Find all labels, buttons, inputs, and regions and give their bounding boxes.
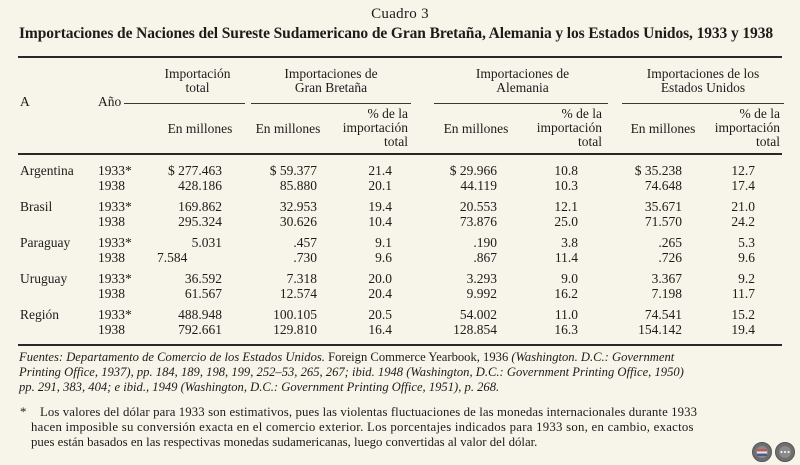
year-cell: 1938 xyxy=(98,250,125,265)
us-millions-cell: 35.671 xyxy=(644,199,682,214)
table-title: Importaciones de Naciones del Sureste Sudamericano de Gran Bretaña, Alemania y los Estados Unidos, 1933 y 1938 xyxy=(19,25,773,42)
group-header-line: Importaciones de xyxy=(475,66,570,81)
group-rule-us xyxy=(622,103,784,104)
subheader-total-millions: En millones xyxy=(167,121,233,136)
us-pct-cell: 19.4 xyxy=(731,322,755,337)
table-bottom-rule xyxy=(18,344,782,346)
us-millions-cell: 71.570 xyxy=(644,214,682,229)
total-millions-cell: $ 277.463 xyxy=(168,163,222,178)
year-cell: 1938 xyxy=(98,214,125,229)
note-line-1: Los valores del dólar para 1933 son estimativos, pues las violentas fluctuaciones de las monedas internacionales durante 1933 xyxy=(40,405,698,419)
us-millions-cell: 74.541 xyxy=(644,307,682,322)
pct-line: % de la xyxy=(561,106,602,121)
gb-pct-cell: 20.0 xyxy=(368,271,392,286)
group-header-line: Gran Bretaña xyxy=(294,80,368,95)
gb-millions-cell: 129.810 xyxy=(273,322,317,337)
gb-pct-cell: 19.4 xyxy=(368,199,392,214)
de-millions-cell: 3.293 xyxy=(466,271,497,286)
total-millions-cell: 61.567 xyxy=(184,286,222,301)
group-header-line: total xyxy=(185,80,210,95)
de-pct-cell: 11.0 xyxy=(554,307,578,322)
year-cell: 1933* xyxy=(98,163,132,178)
note-line-2: hacen imposible su conversión exacta en el comercio exterior. Los porcentajes indicados para 1933 son, en cambio, exactos xyxy=(31,420,694,434)
de-millions-cell: 128.854 xyxy=(453,322,497,337)
de-millions-cell: $ 29.966 xyxy=(449,163,497,178)
group-header-line: Importaciones de los xyxy=(646,66,760,81)
de-millions-cell: 54.002 xyxy=(459,307,497,322)
gb-millions-cell: .457 xyxy=(293,235,317,250)
group-header-line: Alemania xyxy=(496,80,549,95)
table-label: Cuadro 3 xyxy=(371,6,429,22)
subheader-us-millions: En millones xyxy=(630,121,696,136)
group-header-line: Importación xyxy=(164,66,231,81)
year-cell: 1933* xyxy=(98,235,132,250)
flag-seal-icon[interactable] xyxy=(752,442,772,462)
total-millions-cell: 7.584 xyxy=(157,250,188,265)
us-millions-cell: 154.142 xyxy=(638,322,682,337)
de-pct-cell: 3.8 xyxy=(561,235,578,250)
gb-pct-cell: 20.4 xyxy=(368,286,392,301)
country-cell: Uruguay xyxy=(20,271,68,286)
gb-millions-cell: 7.318 xyxy=(286,271,317,286)
gb-millions-cell: 12.574 xyxy=(279,286,317,301)
pct-line: total xyxy=(578,134,602,149)
us-pct-cell: 9.6 xyxy=(738,250,755,265)
year-cell: 1938 xyxy=(98,178,125,193)
subheader-gb-millions: En millones xyxy=(255,121,321,136)
top-rule xyxy=(18,56,782,58)
us-pct-cell: 17.4 xyxy=(731,178,755,193)
year-cell: 1938 xyxy=(98,322,125,337)
subheader-us-pct xyxy=(704,107,780,149)
de-pct-cell: 16.3 xyxy=(554,322,578,337)
pct-line: importación xyxy=(536,120,602,135)
sources-imprint: (Washington. D.C.: Government xyxy=(511,350,675,364)
gb-pct-cell: 16.4 xyxy=(368,322,392,337)
group-header-total xyxy=(150,67,245,95)
group-header-line: Importaciones de xyxy=(284,66,378,81)
de-pct-cell: 10.8 xyxy=(554,163,578,178)
sources-line-2: Printing Office, 1937), pp. 184, 189, 198, 199, 252–53, 265, 267; ibid. 1948 (Washington, D.C.: Government Printing Office, 1950) xyxy=(19,365,684,379)
de-millions-cell: 44.119 xyxy=(460,178,497,193)
gb-millions-cell: 100.105 xyxy=(273,307,317,322)
subheader-de-pct xyxy=(526,107,602,149)
gb-pct-cell: 20.5 xyxy=(368,307,392,322)
subheader-de-millions: En millones xyxy=(443,121,509,136)
us-pct-cell: 15.2 xyxy=(731,307,755,322)
year-cell: 1933* xyxy=(98,199,132,214)
note-line-3: pues están basados en las respectivas monedas sudamericanas, luego convertidas al valor del dólar. xyxy=(31,435,538,449)
country-cell: Argentina xyxy=(20,163,74,178)
us-pct-cell: 5.3 xyxy=(738,235,755,250)
de-millions-cell: .867 xyxy=(473,250,497,265)
total-millions-cell: 36.592 xyxy=(184,271,222,286)
total-millions-cell: 428.186 xyxy=(178,178,222,193)
gb-millions-cell: 32.953 xyxy=(279,199,317,214)
de-millions-cell: 20.553 xyxy=(459,199,497,214)
group-rule-de xyxy=(434,103,608,104)
us-pct-cell: 9.2 xyxy=(738,271,755,286)
gb-pct-cell: 9.1 xyxy=(375,235,392,250)
de-millions-cell: 73.876 xyxy=(459,214,497,229)
sources-label: Fuentes: Departamento de Comercio de los Estados Unidos. xyxy=(19,350,325,364)
country-cell: Región xyxy=(20,307,59,322)
total-millions-cell: 488.948 xyxy=(178,307,222,322)
gb-millions-cell: .730 xyxy=(293,250,317,265)
stars-seal-icon[interactable] xyxy=(775,442,795,462)
note-marker: * xyxy=(20,405,27,419)
pct-line: total xyxy=(384,134,408,149)
sources-line-1 xyxy=(19,350,674,365)
gb-pct-cell: 21.4 xyxy=(368,163,392,178)
year-cell: 1933* xyxy=(98,307,132,322)
us-millions-cell: 7.198 xyxy=(651,286,682,301)
total-millions-cell: 169.862 xyxy=(178,199,222,214)
total-millions-cell: 792.661 xyxy=(178,322,222,337)
de-pct-cell: 16.2 xyxy=(554,286,578,301)
sources-publication: Foreign Commerce Yearbook, 1936 xyxy=(324,350,512,364)
us-millions-cell: .726 xyxy=(658,250,682,265)
de-pct-cell: 10.3 xyxy=(554,178,578,193)
pct-line: total xyxy=(756,134,780,149)
year-cell: 1933* xyxy=(98,271,132,286)
us-millions-cell: 3.367 xyxy=(651,271,682,286)
sources-line-3: pp. 291, 383, 404; e ibid., 1949 (Washington, D.C.: Government Printing Office, 1951), p. 268. xyxy=(19,380,500,394)
country-cell: Paraguay xyxy=(20,235,71,250)
year-cell: 1938 xyxy=(98,286,125,301)
us-millions-cell: $ 35.238 xyxy=(634,163,682,178)
de-pct-cell: 25.0 xyxy=(554,214,578,229)
de-pct-cell: 12.1 xyxy=(554,199,578,214)
us-pct-cell: 12.7 xyxy=(731,163,755,178)
gb-millions-cell: 85.880 xyxy=(279,178,317,193)
gb-pct-cell: 20.1 xyxy=(368,178,392,193)
us-millions-cell: 74.648 xyxy=(644,178,682,193)
us-pct-cell: 21.0 xyxy=(731,199,755,214)
header-bottom-rule xyxy=(18,153,782,155)
subheader-gb-pct xyxy=(336,107,408,149)
us-millions-cell: .265 xyxy=(658,235,682,250)
year-column-header: Año xyxy=(98,94,122,109)
gb-pct-cell: 9.6 xyxy=(375,250,392,265)
country-column-header: A xyxy=(20,94,30,109)
us-pct-cell: 24.2 xyxy=(731,214,755,229)
pct-line: importación xyxy=(342,120,408,135)
group-header-de xyxy=(436,67,609,95)
de-millions-cell: .190 xyxy=(473,235,497,250)
pct-line: % de la xyxy=(367,106,408,121)
pct-line: % de la xyxy=(739,106,780,121)
group-header-gb xyxy=(251,67,411,95)
group-header-line: Estados Unidos xyxy=(660,80,746,95)
total-millions-cell: 295.324 xyxy=(178,214,222,229)
total-millions-cell: 5.031 xyxy=(191,235,222,250)
group-header-us xyxy=(622,67,784,95)
gb-pct-cell: 10.4 xyxy=(368,214,392,229)
year-leader-line xyxy=(124,103,245,104)
de-pct-cell: 9.0 xyxy=(561,271,578,286)
pct-line: importación xyxy=(714,120,780,135)
group-rule-gb xyxy=(251,103,411,104)
de-pct-cell: 11.4 xyxy=(554,250,578,265)
us-pct-cell: 11.7 xyxy=(731,286,755,301)
country-cell: Brasil xyxy=(20,199,53,214)
de-millions-cell: 9.992 xyxy=(466,286,497,301)
gb-millions-cell: 30.626 xyxy=(279,214,317,229)
gb-millions-cell: $ 59.377 xyxy=(269,163,317,178)
